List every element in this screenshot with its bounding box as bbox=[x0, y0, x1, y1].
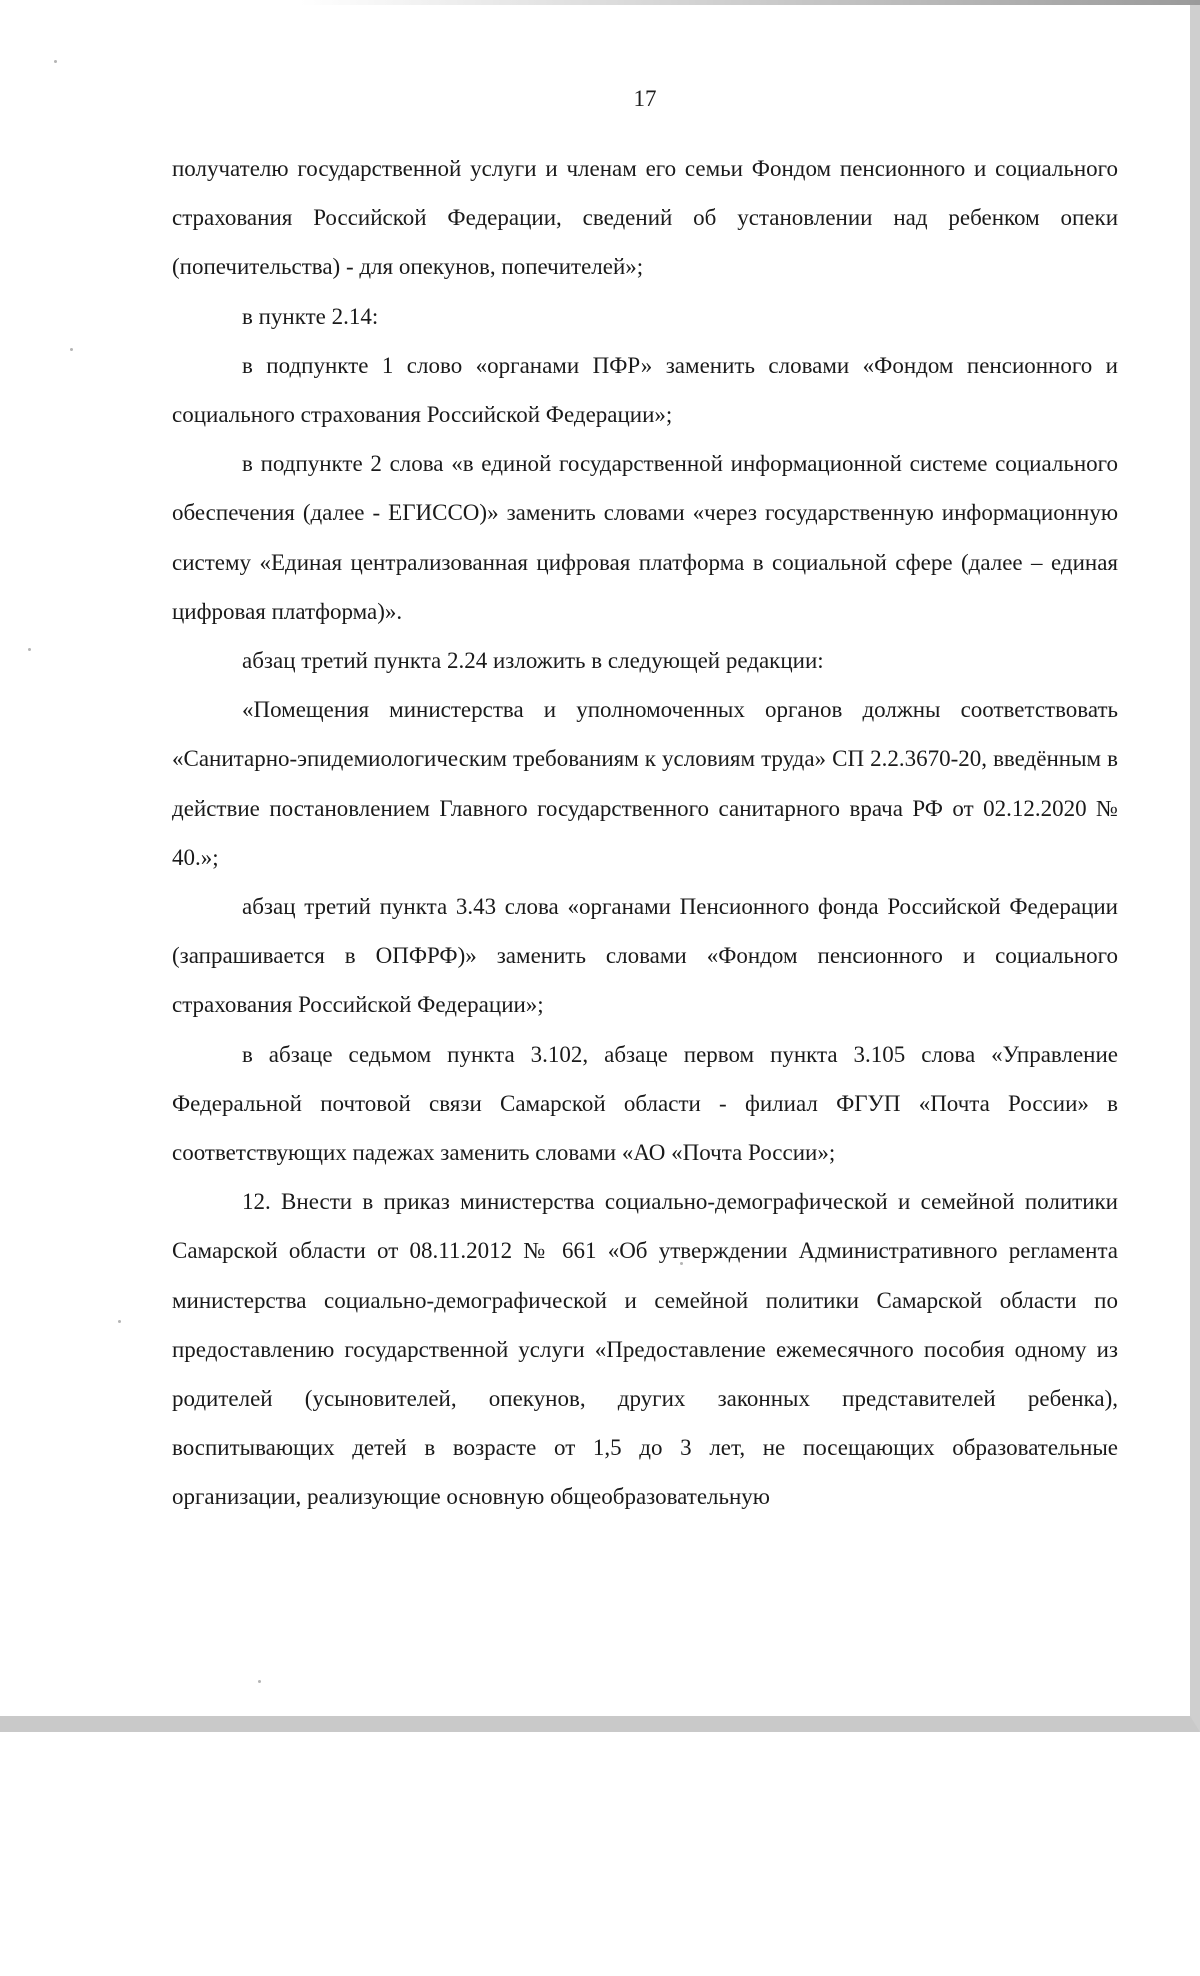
scan-speck bbox=[54, 60, 57, 63]
paragraph-points-3-102-3-105: в абзаце седьмом пункта 3.102, абзаце первом пункта 3.105 слова «Управление Федеральной почтовой связи Самарской области - филиал ФГУП «Почта России» в соответствующих падежах заменить словами «АО «Почта России»; bbox=[172, 1041, 1118, 1166]
document-body bbox=[172, 144, 1118, 1522]
paragraph-subpoint-2: в подпункте 2 слова «в единой государственной информационной системе социального обеспечения (далее - ЕГИССО)» заменить словами «через государственную информационную систему «Единая централизованная цифровая платформа в социальной сфере (далее – единая цифровая платформа)». bbox=[172, 451, 1118, 624]
blank-area-below-page bbox=[0, 1732, 1200, 1976]
scan-speck bbox=[118, 1320, 121, 1323]
scan-speck bbox=[28, 648, 31, 651]
paragraph-point-3-43: абзац третий пункта 3.43 слова «органами Пенсионного фонда Российской Федерации (запрашивается в ОПФРФ)» заменить словами «Фондом пенсионного и социального страхования Российской Федерации»; bbox=[172, 894, 1118, 1018]
page-number: 17 bbox=[633, 86, 657, 111]
paragraph-recipient-continuation: получателю государственной услуги и членам его семьи Фондом пенсионного и социального страхования Российской Федерации, сведений об установлении над ребенком опеки (попечительства) - для опекунов, попечителей»; bbox=[172, 156, 1118, 280]
paragraph-item-12: 12. Внести в приказ министерства социально-демографической и семейной политики Самарской области от 08.11.2012 № 661 «Об утверждении Административного регламента министерства социально-демографической и семейной политики Самарской области по предоставлению государственной услуги «Предоставление ежемесячного пособия одному из родителей (усыновителей, опекунов, других законных представителей ребенка), воспитывающих детей в возрасте от 1,5 до 3 лет, не посещающих образовательные организации, реализующие основную общеобразовательную bbox=[172, 1189, 1118, 1510]
paragraph-subpoint-1: в подпункте 1 слово «органами ПФР» заменить словами «Фондом пенсионного и социального страхования Российской Федерации»; bbox=[172, 352, 1118, 428]
scan-speck bbox=[70, 348, 73, 351]
paragraph-point-2-14: в пункте 2.14: bbox=[242, 303, 379, 329]
scan-speck bbox=[258, 1680, 261, 1683]
paragraph-point-2-24: абзац третий пункта 2.24 изложить в следующей редакции: bbox=[242, 648, 824, 674]
paragraph-premises-quote: «Помещения министерства и уполномоченных органов должны соответствовать «Санитарно-эпидемиологическим требованиям к условиям труда» СП 2.2.3670-20, введённым в действие постановлением Главного государственного санитарного врача РФ от 02.12.2020 № 40.»; bbox=[172, 697, 1118, 870]
page-top-edge-shadow bbox=[300, 0, 1200, 5]
